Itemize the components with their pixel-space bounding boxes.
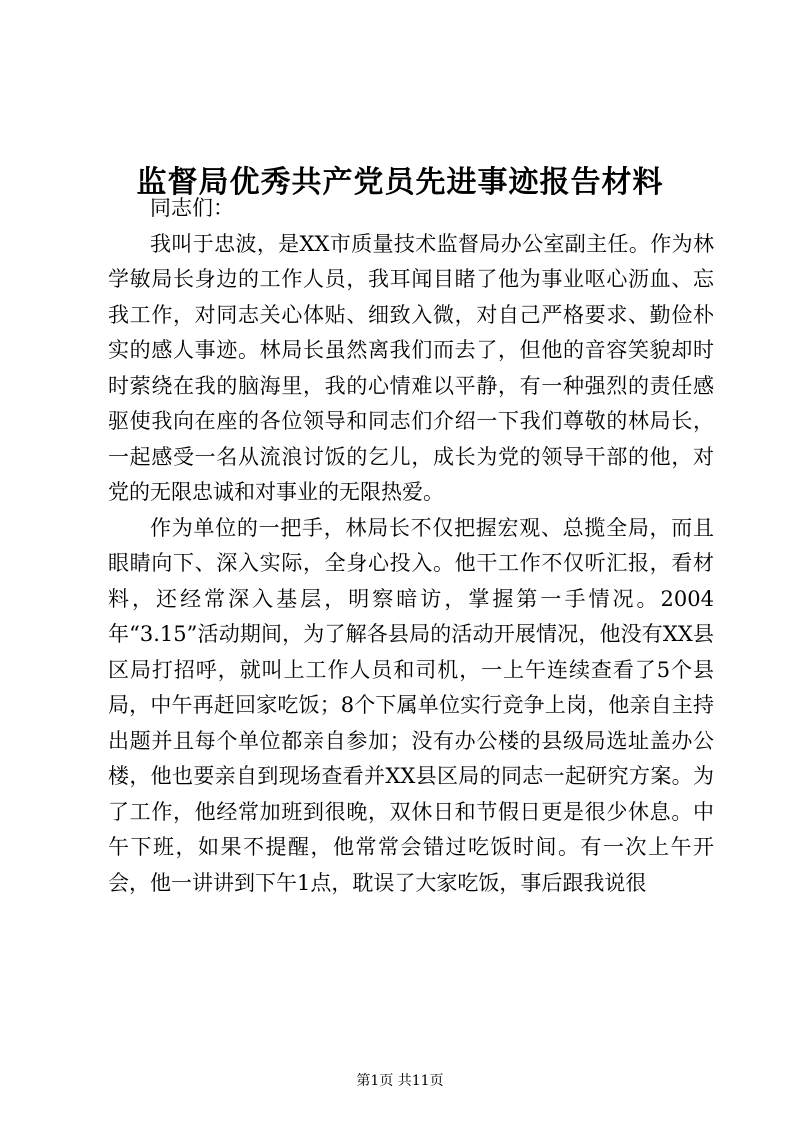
page-title: 监督局优秀共产党员先进事迹报告材料 [136,165,664,201]
salutation: 同志们： [150,196,234,220]
paragraph-1: 我叫于忠波，是XX市质量技术监督局办公室副主任。作为林学敏局长身边的工作人员，我耳闻目睹了他为事业呕心沥血、忘我工作，对同志关心体贴、细致入微，对自己严格要求、勤俭朴实的感人事迹。林局长虽然离我们而去了，但他的音容笑貌却时时萦绕在我的脑海里，我的心情难以平静，有一种强烈的责任感驱使我向在座的各位领导和同志们介绍一下我们尊敬的林局长，一起感受一名从流浪讨饭的乞儿，成长为党的领导干部的他，对党的无限忠诚和对事业的无限热爱。 [108,231,714,504]
document-body [108,191,714,901]
page-footer: 第1页 共11页 [356,1073,444,1089]
paragraph-2: 作为单位的一把手，林局长不仅把握宏观、总揽全局，而且眼睛向下、深入实际，全身心投入。他干工作不仅听汇报，看材料，还经常深入基层，明察暗访，掌握第一手情况。2004年“3.15”活动期间，为了解各县局的活动开展情况，他没有XX县区局打招呼，就叫上工作人员和司机，一上午连续查看了5个县局，中午再赶回家吃饭；8个下属单位实行竞争上岗，他亲自主持出题并且每个单位都亲自参加；没有办公楼的县级局选址盖办公楼，他也要亲自到现场查看并XX县区局的同志一起研究方案。为了工作，他经常加班到很晚，双休日和节假日更是很少休息。中午下班，如果不提醒，他常常会错过吃饭时间。有一次上午开会，他一讲讲到下午1点，耽误了大家吃饭，事后跟我说很 [108,515,714,895]
